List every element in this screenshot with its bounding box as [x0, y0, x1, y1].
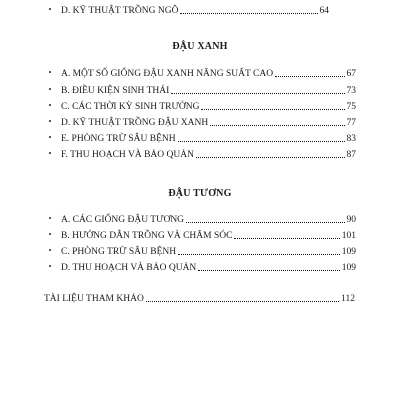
toc-entry-label: D. KỸ THUẬT TRỒNG ĐẬU XANH	[61, 118, 209, 128]
dot-leader	[146, 300, 339, 302]
bullet-icon: •	[48, 149, 52, 158]
toc-entry[interactable]	[48, 147, 356, 161]
dot-leader	[234, 237, 339, 239]
toc-entry-label: A. CÁC GIỐNG ĐẬU TƯƠNG	[61, 215, 185, 225]
toc-entry-page: 77	[346, 118, 356, 128]
toc-entry[interactable]	[48, 3, 329, 17]
toc-entry-label: D. KỸ THUẬT TRỒNG NGÔ	[61, 6, 179, 16]
toc-entry-page: 109	[341, 247, 356, 257]
dot-leader	[196, 156, 345, 158]
dot-leader	[178, 253, 340, 255]
toc-entry-page: 101	[341, 231, 356, 241]
toc-entry-label: F. THU HOẠCH VÀ BẢO QUẢN	[61, 150, 194, 160]
toc-entry-page: 109	[341, 263, 356, 273]
bullet-icon: •	[48, 5, 52, 14]
toc-entry-page: 90	[346, 215, 356, 225]
toc-entry[interactable]	[48, 66, 356, 80]
toc-entry-label: C. CÁC THỜI KỲ SINH TRƯỞNG	[61, 102, 200, 112]
toc-entry-page: 67	[346, 69, 356, 79]
toc-entry-page: 75	[346, 102, 356, 112]
section-heading: ĐẬU TƯƠNG	[168, 188, 232, 199]
toc-entry[interactable]	[48, 115, 356, 129]
section-heading: ĐẬU XANH	[172, 41, 228, 52]
dot-leader	[186, 221, 344, 223]
toc-entry-page: 112	[341, 294, 355, 304]
dot-leader	[178, 140, 345, 142]
toc-entry-page: 87	[346, 150, 356, 160]
toc-entry-label: D. THU HOẠCH VÀ BẢO QUẢN	[61, 263, 197, 273]
toc-entry-label: E. PHÒNG TRỪ SÂU BỆNH	[61, 134, 176, 144]
toc-entry-label: A. MỘT SỐ GIỐNG ĐẬU XANH NĂNG SUẤT CAO	[61, 69, 274, 79]
bullet-icon: •	[48, 230, 52, 239]
toc-entry-label: B. ĐIỀU KIỆN SINH THÁI	[61, 86, 170, 96]
toc-entry[interactable]	[48, 244, 356, 258]
dot-leader	[201, 108, 344, 110]
toc-entry-label: B. HƯỚNG DẪN TRỒNG VÀ CHĂM SÓC	[61, 231, 233, 241]
dot-leader	[198, 269, 339, 271]
dot-leader	[275, 75, 344, 77]
bullet-icon: •	[48, 246, 52, 255]
bullet-icon: •	[48, 85, 52, 94]
bullet-icon: •	[48, 117, 52, 126]
dot-leader	[180, 12, 317, 14]
toc-entry-label: C. PHÒNG TRỪ SÂU BỆNH	[61, 247, 177, 257]
bullet-icon: •	[48, 101, 52, 110]
bullet-icon: •	[48, 133, 52, 142]
toc-entry[interactable]	[48, 212, 356, 226]
toc-entry-references[interactable]	[44, 291, 355, 305]
toc-entry-page: 64	[319, 6, 329, 16]
toc-entry[interactable]	[48, 99, 356, 113]
bullet-icon: •	[48, 214, 52, 223]
toc-entry[interactable]	[48, 131, 356, 145]
bullet-icon: •	[48, 68, 52, 77]
toc-entry[interactable]	[48, 228, 356, 242]
bullet-icon: •	[48, 262, 52, 271]
toc-entry[interactable]	[48, 83, 356, 97]
toc-entry[interactable]	[48, 260, 356, 274]
dot-leader	[210, 124, 344, 126]
toc-entry-page: 73	[346, 86, 356, 96]
dot-leader	[171, 92, 344, 94]
toc-entry-label: TÀI LIỆU THAM KHẢO	[44, 294, 144, 304]
toc-entry-page: 83	[346, 134, 356, 144]
